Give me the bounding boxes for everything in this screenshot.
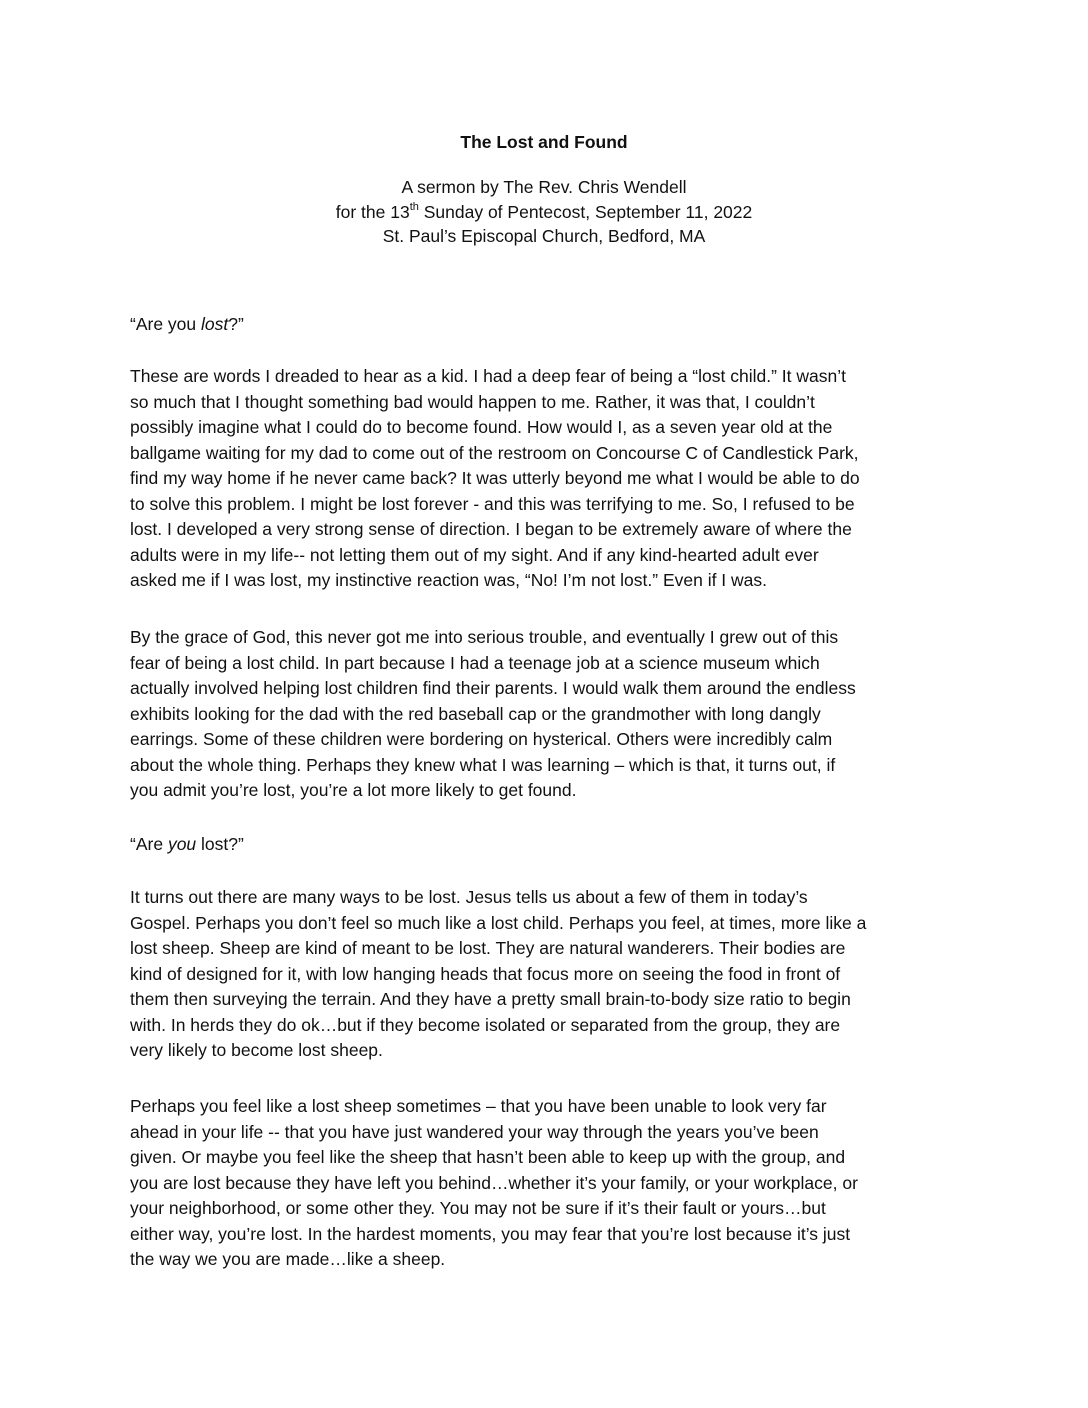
paragraph-line: either way, you’re lost. In the hardest moments, you may fear that you’re lost because it’s just	[130, 1223, 851, 1244]
paragraph-line: you are lost because they have left you behind…whether it’s your family, or your workplace, or	[130, 1172, 858, 1193]
paragraph-line: earrings. Some of these children were bordering on hysterical. Others were incredibly calm	[130, 729, 833, 749]
paragraph-line: to solve this problem. I might be lost forever - and this was terrifying to me. So, I refused to be	[130, 493, 855, 514]
paragraph-line: It turns out there are many ways to be lost. Jesus tells us about a few of them in today’s	[130, 887, 808, 907]
paragraph-2	[130, 625, 970, 804]
paragraph-4	[130, 1094, 970, 1273]
byline-author: A sermon by The Rev. Chris Wendell	[401, 177, 687, 197]
paragraph-line: Gospel. Perhaps you don’t feel so much like a lost child. Perhaps you feel, at times, more like a	[130, 912, 867, 933]
paragraph-line: fear of being a lost child. In part because I had a teenage job at a science museum which	[130, 652, 820, 673]
question-are-you-lost-2	[130, 832, 970, 858]
byline-occasion	[0, 200, 1088, 225]
paragraph-line: them then surveying the terrain. And they have a pretty small brain-to-body size ratio to begin	[130, 989, 851, 1009]
question1-after: ?”	[228, 314, 244, 334]
question1-before: “Are you	[130, 314, 201, 334]
question2-after: lost?”	[196, 834, 244, 854]
paragraph-3	[130, 885, 970, 1064]
paragraph-1	[130, 364, 970, 594]
paragraph-line: These are words I dreaded to hear as a kid. I had a deep fear of being a “lost child.” It wasn’t	[130, 366, 846, 386]
paragraph-line: asked me if I was lost, my instinctive reaction was, “No! I’m not lost.” Even if I was.	[130, 570, 768, 590]
paragraph-line: find my way home if he never came back? It was utterly beyond me what I would be able to do	[130, 468, 860, 488]
paragraph-line: given. Or maybe you feel like the sheep that hasn’t been able to keep up with the group, and	[130, 1147, 846, 1167]
paragraph-line: adults were in my life-- not letting them out of my sight. And if any kind-hearted adult ever	[130, 544, 819, 565]
document-title: The Lost and Found	[460, 132, 628, 152]
paragraph-line: kind of designed for it, with low hanging heads that focus more on seeing the food in front of	[130, 963, 841, 984]
byline-occasion-prefix: for the 13	[335, 201, 410, 222]
sermon-byline	[0, 175, 1088, 249]
paragraph-line: ballgame waiting for my dad to come out of the restroom on Concourse C of Candlestick Park,	[130, 442, 859, 463]
paragraph-line: lost. I developed a very strong sense of direction. I began to be extremely aware of where the	[130, 519, 852, 539]
question2-emphasis: you	[167, 834, 197, 854]
byline-ordinal-suffix: th	[409, 200, 419, 213]
paragraph-line: Perhaps you feel like a lost sheep sometimes – that you have been unable to look very far	[130, 1096, 827, 1116]
question1-emphasis: lost	[201, 314, 229, 334]
paragraph-line: exhibits looking for the dad with the red baseball cap or the grandmother with long dangly	[130, 703, 821, 724]
paragraph-line: lost sheep. Sheep are kind of meant to be lost. They are natural wanderers. Their bodies are	[130, 938, 846, 958]
byline-location: St. Paul’s Episcopal Church, Bedford, MA	[382, 226, 706, 246]
paragraph-line: so much that I thought something bad would happen to me. Rather, it was that, I couldn’t	[130, 391, 815, 412]
paragraph-line: you admit you’re lost, you’re a lot more likely to get found.	[130, 780, 577, 800]
paragraph-line: By the grace of God, this never got me into serious trouble, and eventually I grew out of this	[130, 627, 839, 647]
paragraph-line: ahead in your life -- that you have just wandered your way through the years you’ve been	[130, 1121, 819, 1142]
byline-occasion-suffix: Sunday of Pentecost, September 11, 2022	[418, 201, 753, 222]
paragraph-line: very likely to become lost sheep.	[130, 1040, 383, 1060]
question-are-you-lost-1	[130, 312, 970, 338]
question2-before: “Are	[130, 834, 168, 854]
paragraph-line: with. In herds they do ok…but if they become isolated or separated from the group, they are	[130, 1014, 841, 1035]
paragraph-line: the way we you are made…like a sheep.	[130, 1249, 446, 1269]
paragraph-line: actually involved helping lost children find their parents. I would walk them around the endless	[130, 678, 856, 698]
paragraph-line: your neighborhood, or some other they. You may not be sure if it’s their fault or yours…but	[130, 1198, 826, 1218]
paragraph-line: about the whole thing. Perhaps they knew what I was learning – which is that, it turns out, if	[130, 754, 836, 775]
paragraph-line: possibly imagine what I could do to become found. How would I, as a seven year old at the	[130, 417, 833, 437]
